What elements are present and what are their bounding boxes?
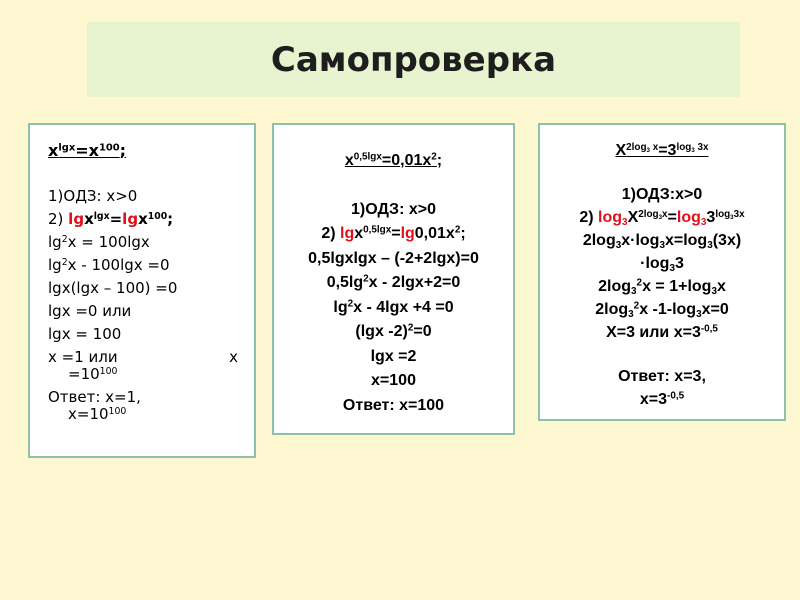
answer-value: $x=3^{-0,5}$ <box>639 390 685 408</box>
step-line: x=100 <box>371 372 416 389</box>
step-line: $2\log_3^2x = 1+\log_3x$ <box>598 277 726 297</box>
equation-header: $x^{0,5lgx}=0,01x^2$; <box>344 151 443 169</box>
step-line: $2\log_3x\cdot\log_3x=\log_3(3x)$ <box>582 232 742 251</box>
step-line: $2\log_3^2x$ $-1-\log_3x=0$ <box>595 300 729 320</box>
step-line: $0,5\lg^2x - 2\lg x+2=0$ <box>326 273 461 291</box>
step-line: $\cdot\log_33$ <box>640 255 684 274</box>
step-domain: 1)ОДЗ: x>0 <box>48 187 138 205</box>
answer-line: Ответ: x=100 <box>342 396 445 414</box>
answer-line: Ответ: x=3, <box>618 368 706 385</box>
step-domain: 1)ОДЗ: x>0 <box>351 200 436 218</box>
step-line: lgx = 100 <box>48 325 122 343</box>
page-title: Самопроверка <box>270 39 557 80</box>
step-log-both-sides: 2) $\log_3X^{2log_3x}=\log_33^{log_33x}$ <box>579 208 745 228</box>
step-root-value: $=10^{100}$ <box>68 365 118 383</box>
step-line: lgx =0 или <box>48 302 132 320</box>
step-log-both-sides: 2) $\lg x^{0,5lgx}=\lg 0,01x^2$; <box>321 224 466 242</box>
equation-header: $X^{2log_3 x}=3^{log_3 3x}$ <box>615 141 709 159</box>
step-domain: 1)ОДЗ:x>0 <box>621 186 703 203</box>
step-log-both-sides: 2) lgx$^{lgx}$=lgx$^{100}$; <box>48 210 174 228</box>
answer-value: $x=10^{100}$ <box>68 405 127 423</box>
title-banner <box>87 22 740 97</box>
step-line: (lgx -2)$^2$=0 <box>355 322 432 340</box>
step-line: lgx(lgx – 100) =0 <box>48 279 178 297</box>
solution-card-3 <box>538 123 786 421</box>
solution-card-2 <box>272 123 515 435</box>
equation-header: $x^{lgx}=x^{100}$; <box>48 141 127 160</box>
solution-card-1 <box>28 123 256 458</box>
step-line: $\lg^2x - 100\lg x =0$ <box>48 256 170 274</box>
answer-line: Ответ: x=1, <box>48 388 141 406</box>
step-roots: x =1 или x <box>48 348 238 366</box>
step-line: X=3 или $x=3^{-0,5}$ <box>606 323 718 341</box>
step-line: $\lg^2x - 4\lg x +4 =0$ <box>333 298 454 316</box>
step-line: 0,5lgxlgx – (-2+2lgx)=0 <box>308 249 479 267</box>
step-line: lgx =2 <box>370 347 417 365</box>
step-line: $\lg^2x = 100\lg x$ <box>48 233 150 251</box>
